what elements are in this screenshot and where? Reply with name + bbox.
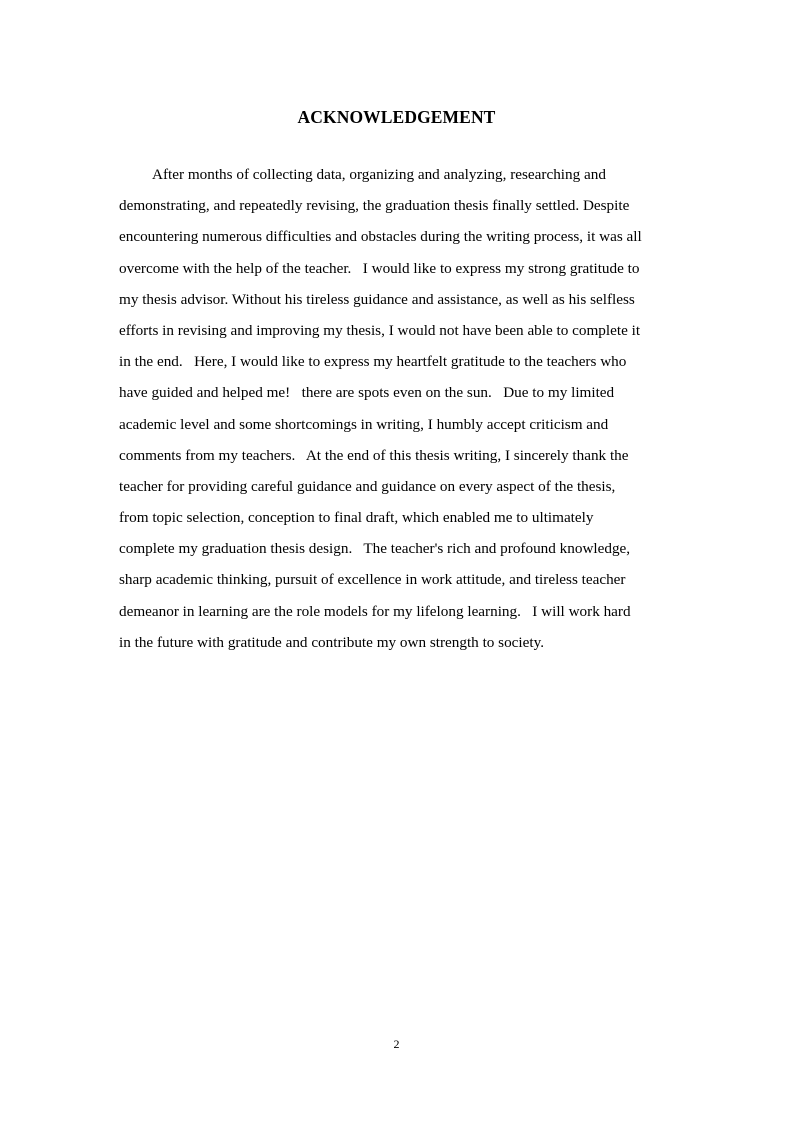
paragraph-line: my thesis advisor. Without his tireless guidance and assistance, as well as his selfless — [119, 290, 635, 308]
page-title: ACKNOWLEDGEMENT — [297, 107, 496, 127]
paragraph-line: in the future with gratitude and contribute my own strength to society. — [119, 633, 545, 651]
paragraph-line: comments from my teachers. At the end of this thesis writing, I sincerely thank the — [119, 446, 629, 464]
page-number: 2 — [393, 1037, 400, 1051]
paragraph-line: teacher for providing careful guidance and guidance on every aspect of the thesis, — [119, 477, 616, 495]
paragraph-line: have guided and helped me! there are spots even on the sun. Due to my limited — [119, 384, 615, 402]
paragraph-line: academic level and some shortcomings in writing, I humbly accept criticism and — [119, 415, 609, 433]
paragraph-line: encountering numerous difficulties and obstacles during the writing process, it was all — [119, 228, 642, 246]
paragraph-line: overcome with the help of the teacher. I would like to express my strong gratitude to — [119, 259, 640, 277]
paragraph-line: efforts in revising and improving my thesis, I would not have been able to complete it — [119, 321, 641, 339]
acknowledgement-paragraph — [119, 159, 679, 658]
paragraph-line: demeanor in learning are the role models for my lifelong learning. I will work hard — [119, 602, 631, 620]
paragraph-line: from topic selection, conception to final draft, which enabled me to ultimately — [119, 509, 594, 527]
paragraph-line: sharp academic thinking, pursuit of excellence in work attitude, and tireless teacher — [119, 571, 626, 589]
paragraph-line: After months of collecting data, organizing and analyzing, researching and — [152, 166, 606, 183]
paragraph-line: complete my graduation thesis design. The teacher's rich and profound knowledge, — [119, 540, 631, 558]
paragraph-line: in the end. Here, I would like to express my heartfelt gratitude to the teachers who — [119, 353, 627, 371]
paragraph-line: demonstrating, and repeatedly revising, the graduation thesis finally settled. Despite — [119, 197, 630, 215]
